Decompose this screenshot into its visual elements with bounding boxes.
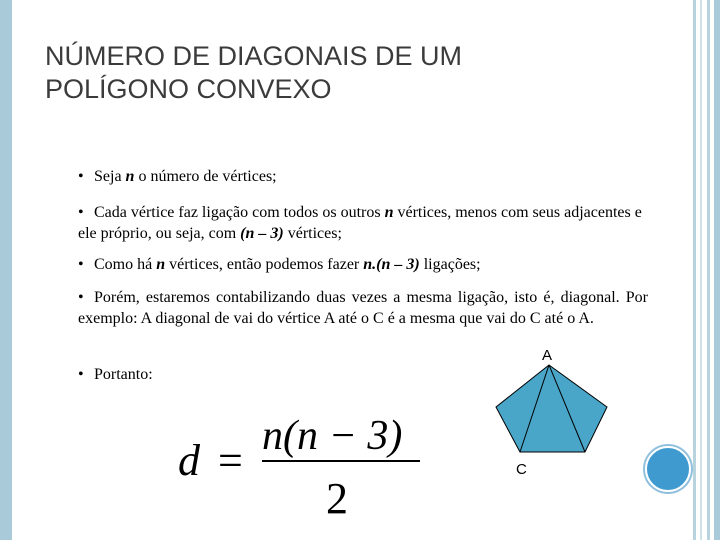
bullet-total-connections — [78, 254, 648, 275]
variable-n: n — [125, 168, 135, 185]
bullet-marker: • — [78, 168, 84, 185]
bullet-text: Como há — [94, 256, 157, 273]
pentagon-shape — [496, 365, 607, 452]
bullet-text: o número de vértices; — [134, 168, 277, 185]
variable-n: n — [384, 204, 394, 221]
formula-numerator: n(n − 3) — [262, 413, 403, 459]
formula-denominator: 2 — [326, 474, 348, 523]
bullet-marker: • — [78, 366, 84, 383]
bullet-connections — [78, 202, 648, 244]
slide-title — [45, 40, 645, 106]
right-decor-line — [707, 0, 710, 540]
bullet-marker: • — [78, 256, 84, 273]
diagonal-formula — [176, 405, 426, 525]
vertex-label-c: C — [516, 461, 527, 478]
bullet-text: Portanto: — [94, 366, 153, 383]
expression-product: n.(n – 3) — [363, 256, 420, 273]
decor-circle — [645, 446, 691, 492]
bullet-marker: • — [78, 289, 84, 306]
right-decor-line — [714, 0, 720, 540]
bullet-text: vértices, então podemos fazer — [165, 256, 364, 273]
formula-lhs: d — [178, 436, 200, 485]
left-decor-bar — [0, 0, 12, 540]
bullet-text: Seja — [94, 168, 126, 185]
vertex-label-a: A — [542, 347, 553, 364]
bullet-double-counting — [78, 287, 648, 329]
slide-title-line2: POLÍGONO CONVEXO — [45, 74, 332, 104]
expression-n-minus-3: (n – 3) — [240, 225, 284, 242]
bullet-text: vértices; — [283, 225, 342, 242]
right-decor-line — [700, 0, 702, 540]
bullet-text: Cada vértice faz ligação com todos os outros — [94, 204, 385, 221]
pentagon-figure — [490, 340, 610, 480]
slide-title-line1: NÚMERO DE DIAGONAIS DE UM — [45, 41, 463, 71]
right-decor-line — [693, 0, 696, 540]
bullet-vertex-count — [78, 166, 648, 187]
bullet-text: Porém, estaremos contabilizando duas vezes a mesma ligação, isto é, diagonal. Por exemplo: A diagonal de vai do vértice A até o C é a mesma que vai do C até o A. — [78, 289, 648, 327]
bullet-text: vértices, menos com seus adjacentes e ele próprio, ou seja, com — [78, 204, 642, 242]
bullet-marker: • — [78, 204, 84, 221]
bullet-text: ligações; — [419, 256, 481, 273]
formula-equals: = — [218, 436, 243, 485]
variable-n: n — [156, 256, 166, 273]
